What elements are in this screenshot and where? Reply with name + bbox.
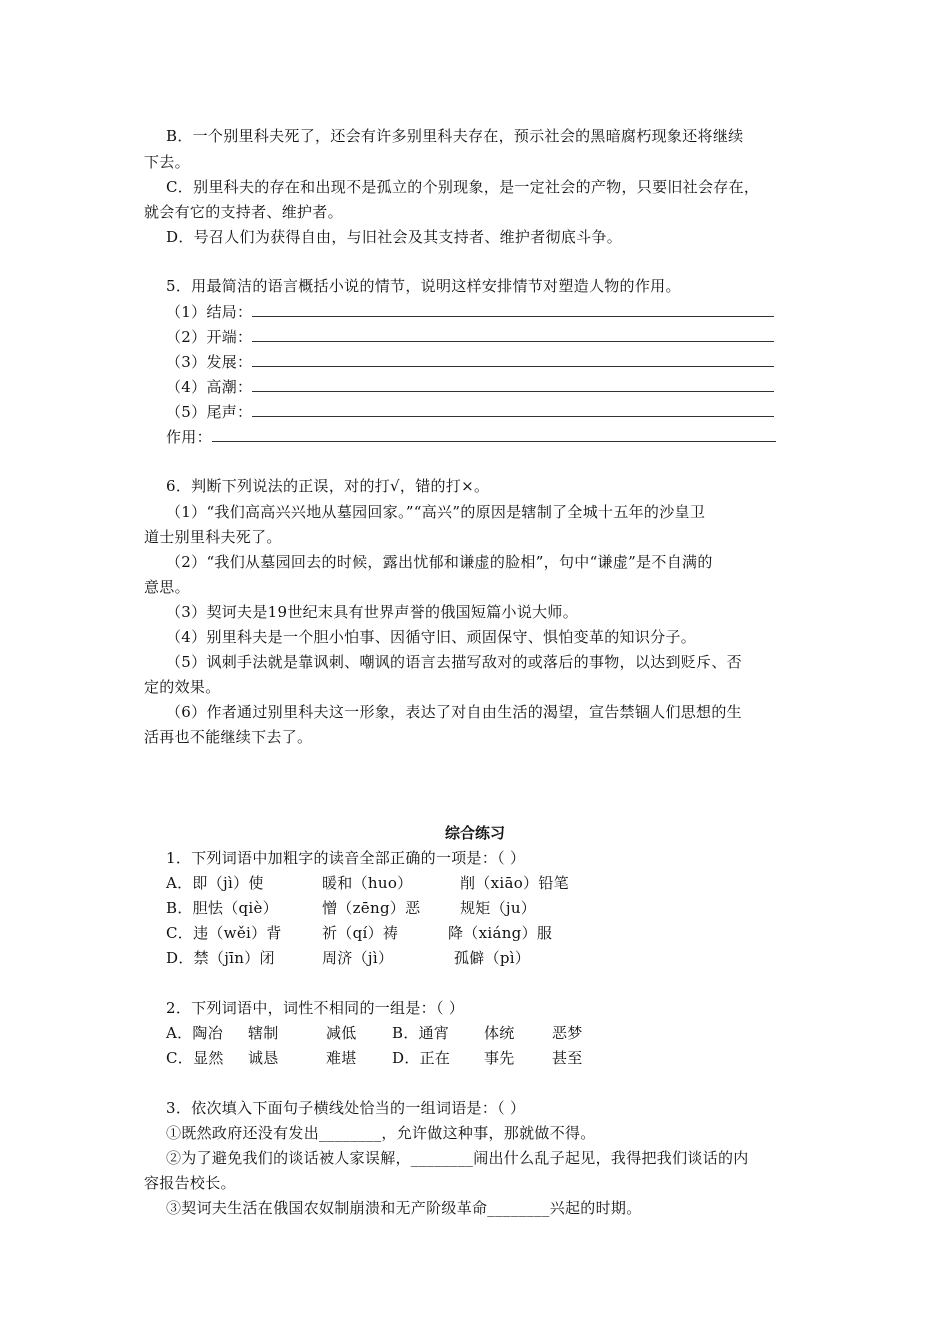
c3-sentence-1: ①既然政府还没有发出________，允许做这种事，那就做不得。 — [166, 1124, 596, 1142]
option-cell: 祈（qí）祷 — [322, 924, 399, 942]
option-cell: D．正在 — [392, 1049, 451, 1067]
q6-stem: 6．判断下列说法的正误，对的打√，错的打×。 — [166, 477, 490, 495]
q5-item-epilogue — [166, 402, 774, 422]
option-cell: 孤僻（pì） — [454, 949, 531, 967]
c1-stem: 1．下列词语中加粗字的读音全部正确的一项是：（ ） — [166, 849, 526, 867]
q5-item-label: （5）尾声： — [166, 403, 253, 421]
q5-item-label: （2）开端： — [166, 328, 253, 346]
q5-item-beginning — [166, 327, 774, 347]
c2-option-row — [166, 1023, 583, 1043]
q6-item-3: （3）契诃夫是19世纪末具有世界声誉的俄国短篇小说大师。 — [166, 603, 579, 621]
option-cell: 甚至 — [552, 1049, 583, 1067]
c3-sentence-3: ③契诃夫生活在俄国农奴制崩溃和无产阶级革命________兴起的时期。 — [166, 1199, 642, 1217]
option-cell: 恶梦 — [552, 1024, 583, 1042]
answer-blank[interactable] — [252, 302, 774, 317]
q6-item-1-line2: 道士别里科夫死了。 — [144, 528, 282, 546]
section-title: 综合练习 — [444, 824, 505, 842]
option-cell: 降（xiáng）服 — [448, 924, 553, 942]
c2-stem: 2．下列词语中，词性不相同的一组是：（ ） — [166, 999, 465, 1017]
q6-item-5-line2: 定的效果。 — [144, 678, 221, 696]
q4-option-b-line1: B．一个别里科夫死了，还会有许多别里科夫存在，预示社会的黑暗腐朽现象还将继续 — [166, 127, 744, 145]
q6-item-1-line1: （1）“我们高高兴兴地从墓园回家。”“高兴”的原因是辖制了全城十五年的沙皇卫 — [166, 503, 706, 521]
q5-item-climax — [166, 377, 774, 397]
option-cell: 暖和（huo） — [322, 874, 413, 892]
option-cell: 辖制 — [248, 1024, 279, 1042]
option-cell: A．即（jì）使 — [166, 874, 264, 892]
option-cell: 削（xiāo）铅笔 — [460, 874, 569, 892]
q5-item-development — [166, 352, 774, 372]
q6-item-6-line2: 活再也不能继续下去了。 — [144, 728, 313, 746]
c3-sentence-2-line1: ②为了避免我们的谈话被人家误解，________闹出什么乱子起见，我得把我们谈话的内 — [166, 1149, 749, 1167]
q5-item-label: （3）发展： — [166, 353, 253, 371]
q6-item-2-line1: （2）“我们从墓园回去的时候，露出忧郁和谦虚的脸相”，句中“谦虚”是不自满的 — [166, 553, 713, 571]
answer-blank[interactable] — [252, 327, 774, 342]
answer-blank[interactable] — [252, 377, 774, 392]
q5-effect-label: 作用： — [166, 428, 212, 446]
option-cell: 周济（jì） — [322, 949, 394, 967]
q5-effect — [166, 427, 776, 447]
q6-item-2-line2: 意思。 — [144, 578, 190, 596]
c1-option-row — [166, 873, 569, 893]
q5-item-label: （1）结局： — [166, 303, 253, 321]
answer-blank[interactable] — [252, 402, 774, 417]
c1-option-row — [166, 923, 552, 943]
q5-item-ending — [166, 302, 774, 322]
option-cell: C．显然 — [166, 1049, 224, 1067]
q5-item-label: （4）高潮： — [166, 378, 253, 396]
option-cell: 难堪 — [326, 1049, 357, 1067]
option-cell: 事先 — [484, 1049, 515, 1067]
c3-stem: 3．依次填入下面句子横线处恰当的一组词语是：（ ） — [166, 1099, 526, 1117]
option-cell: 减低 — [326, 1024, 357, 1042]
option-cell: D．禁（jīn）闭 — [166, 949, 275, 967]
q4-option-b-line2: 下去。 — [144, 153, 190, 171]
c1-option-row — [166, 948, 530, 968]
answer-blank[interactable] — [252, 352, 774, 367]
q4-option-d: D．号召人们为获得自由，与旧社会及其支持者、维护者彻底斗争。 — [166, 228, 623, 246]
q4-option-c-line1: C．别里科夫的存在和出现不是孤立的个别现象，是一定社会的产物，只要旧社会存在， — [166, 178, 760, 196]
answer-blank[interactable] — [212, 427, 776, 442]
q5-stem: 5．用最简洁的语言概括小说的情节，说明这样安排情节对塑造人物的作用。 — [166, 277, 681, 295]
option-cell: B．胆怯（qiè） — [166, 899, 278, 917]
q4-option-c-line2: 就会有它的支持者、维护者。 — [144, 203, 343, 221]
option-cell: B．通宵 — [392, 1024, 450, 1042]
option-cell: C．违（wěi）背 — [166, 924, 282, 942]
c2-option-row — [166, 1048, 583, 1068]
c1-option-row — [166, 898, 536, 918]
option-cell: 诚恳 — [248, 1049, 279, 1067]
option-cell: 体统 — [484, 1024, 515, 1042]
option-cell: A．陶冶 — [166, 1024, 224, 1042]
q6-item-6-line1: （6）作者通过别里科夫这一形象，表达了对自由生活的渴望，宣告禁锢人们思想的生 — [166, 703, 742, 721]
option-cell: 规矩（ju） — [460, 899, 537, 917]
q6-item-5-line1: （5）讽刺手法就是靠讽刺、嘲讽的语言去描写敌对的或落后的事物，以达到贬斥、否 — [166, 653, 742, 671]
c3-sentence-2-line2: 容报告校长。 — [144, 1174, 236, 1192]
option-cell: 憎（zēng）恶 — [322, 899, 421, 917]
q6-item-4: （4）别里科夫是一个胆小怕事、因循守旧、顽固保守、惧怕变革的知识分子。 — [166, 628, 697, 646]
